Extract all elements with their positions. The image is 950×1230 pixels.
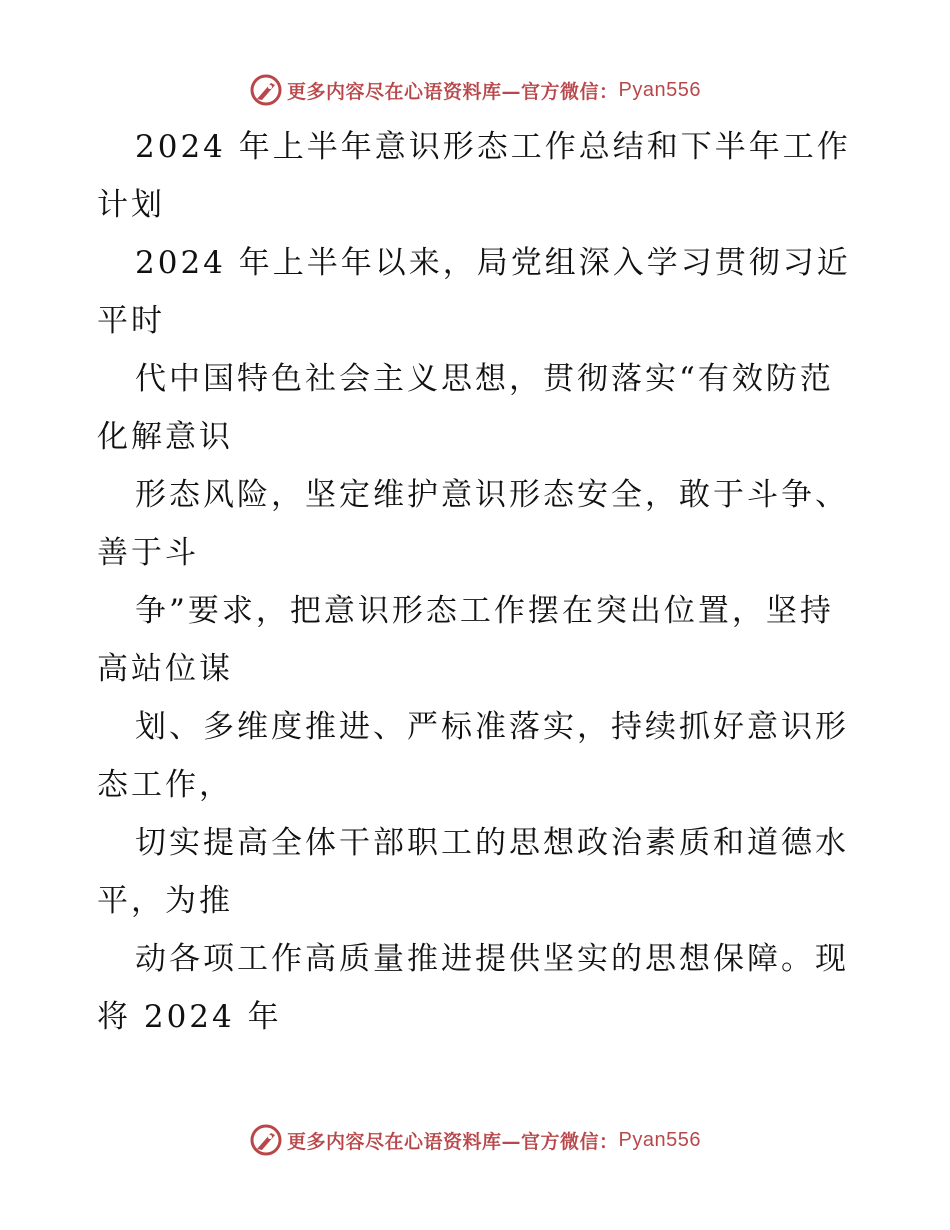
doc-line-1: 2024 年上半年意识形态工作总结和下半年工作 xyxy=(135,129,851,165)
footer-watermark-wechat-id: Pyan556 xyxy=(618,1128,701,1151)
doc-line-13: 切实提高全体干部职工的思想政治素质和道德水 xyxy=(135,825,849,861)
footer-watermark-text: 更多内容尽在心语资料库—官方微信： xyxy=(287,1130,619,1153)
doc-line-8: 善于斗 xyxy=(97,535,199,571)
doc-line-12: 态工作， xyxy=(97,767,233,803)
doc-line-4: 平时 xyxy=(97,303,165,339)
doc-line-15: 动各项工作高质量推进提供坚实的思想保障。现 xyxy=(135,941,849,977)
header-watermark xyxy=(0,68,950,112)
doc-line-3: 2024 年上半年以来，局党组深入学习贯彻习近 xyxy=(135,245,851,281)
pen-nib-logo-icon xyxy=(249,1123,283,1157)
doc-line-9: 争”要求，把意识形态工作摆在突出位置，坚持 xyxy=(135,593,834,629)
doc-line-2: 计划 xyxy=(97,187,165,223)
footer-watermark xyxy=(0,1118,950,1162)
doc-line-14: 平，为推 xyxy=(97,883,233,919)
header-watermark-text: 更多内容尽在心语资料库—官方微信： xyxy=(287,80,619,103)
doc-line-11: 划、多维度推进、严标准落实，持续抓好意识形 xyxy=(135,709,849,745)
header-watermark-wechat-id: Pyan556 xyxy=(618,78,701,101)
doc-line-5: 代中国特色社会主义思想，贯彻落实“有效防范 xyxy=(135,361,834,397)
doc-line-10: 高站位谋 xyxy=(97,651,233,687)
doc-line-6: 化解意识 xyxy=(97,419,233,455)
doc-line-7: 形态风险，坚定维护意识形态安全，敢于斗争、 xyxy=(135,477,849,513)
doc-line-16: 将 2024 年 xyxy=(97,999,282,1035)
pen-nib-logo-icon xyxy=(249,73,283,107)
document-body xyxy=(97,118,857,1046)
